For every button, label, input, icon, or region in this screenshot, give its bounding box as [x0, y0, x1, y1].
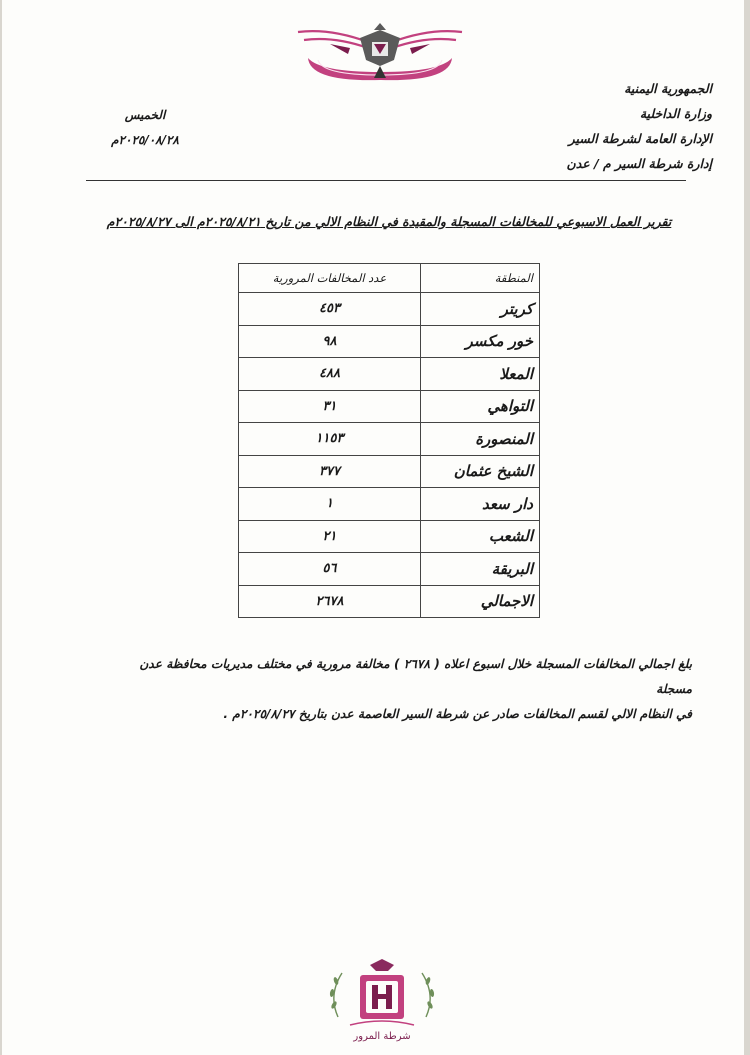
table-row — [239, 553, 540, 586]
summary-paragraph — [102, 652, 692, 727]
count-cell: ٤٥٣ — [239, 293, 421, 326]
table-total-row — [239, 585, 540, 618]
header-line-republic: الجمهورية اليمنية — [624, 81, 712, 96]
region-cell: الشعب — [421, 520, 540, 553]
region-cell: كريتر — [421, 293, 540, 326]
state-emblem-logo — [290, 20, 470, 90]
region-cell: البريقة — [421, 553, 540, 586]
header-line-department: إدارة شرطة السير م / عدن — [566, 156, 712, 171]
header-divider — [86, 180, 686, 181]
total-count-cell: ٢٦٧٨ — [239, 585, 421, 618]
column-header-count: عدد المخالفات المرورية — [239, 264, 421, 293]
region-cell: خور مكسر — [421, 325, 540, 358]
footer-logo-text: شرطة المرور — [353, 1031, 411, 1042]
table-header-row — [239, 264, 540, 293]
header-line-ministry: وزارة الداخلية — [639, 106, 712, 121]
table-row — [239, 293, 540, 326]
total-label-cell: الاجمالي — [421, 585, 540, 618]
table-row — [239, 390, 540, 423]
region-cell: الشيخ عثمان — [421, 455, 540, 488]
count-cell: ١١٥٣ — [239, 423, 421, 456]
violations-table — [238, 263, 540, 618]
summary-line-1: بلغ اجمالي المخالفات المسجلة خلال اسبوع اعلاه ( ٢٦٧٨ ) مخالفة مرورية في مختلف مديريات محافظة عدن مسجلة — [139, 657, 692, 696]
column-header-region: المنطقة — [421, 264, 540, 293]
count-cell: ٥٦ — [239, 553, 421, 586]
count-cell: ٣١ — [239, 390, 421, 423]
summary-line-2: في النظام الالي لقسم المخالفات صادر عن شرطة السير العاصمة عدن بتاريخ ٢٠٢٥/٨/٢٧م . — [223, 707, 692, 721]
count-cell: ٢١ — [239, 520, 421, 553]
issuer-header — [452, 76, 712, 176]
table-row — [239, 520, 540, 553]
table-row — [239, 488, 540, 521]
region-cell: المنصورة — [421, 423, 540, 456]
header-line-directorate: الإدارة العامة لشرطة السير — [568, 131, 712, 146]
region-cell: المعلا — [421, 358, 540, 391]
document-page — [2, 0, 744, 1055]
count-cell: ٣٧٧ — [239, 455, 421, 488]
date-block — [80, 103, 210, 153]
region-cell: دار سعد — [421, 488, 540, 521]
header-day: الخميس — [124, 108, 166, 122]
table-row — [239, 423, 540, 456]
count-cell: ٩٨ — [239, 325, 421, 358]
table-row — [239, 325, 540, 358]
region-cell: التواهي — [421, 390, 540, 423]
table-row — [239, 455, 540, 488]
count-cell: ٤٨٨ — [239, 358, 421, 391]
report-title: تقرير العمل الاسبوعي للمخالفات المسجلة والمقيدة في النظام الالي من تاريخ ٢٠٢٥/٨/٢١م الى ٢٠٢٥/٨/٢٧م — [106, 214, 672, 229]
count-cell: ١ — [239, 488, 421, 521]
traffic-police-logo — [320, 955, 444, 1045]
table-row — [239, 358, 540, 391]
header-date: ٢٠٢٥/٠٨/٢٨م — [111, 133, 179, 147]
